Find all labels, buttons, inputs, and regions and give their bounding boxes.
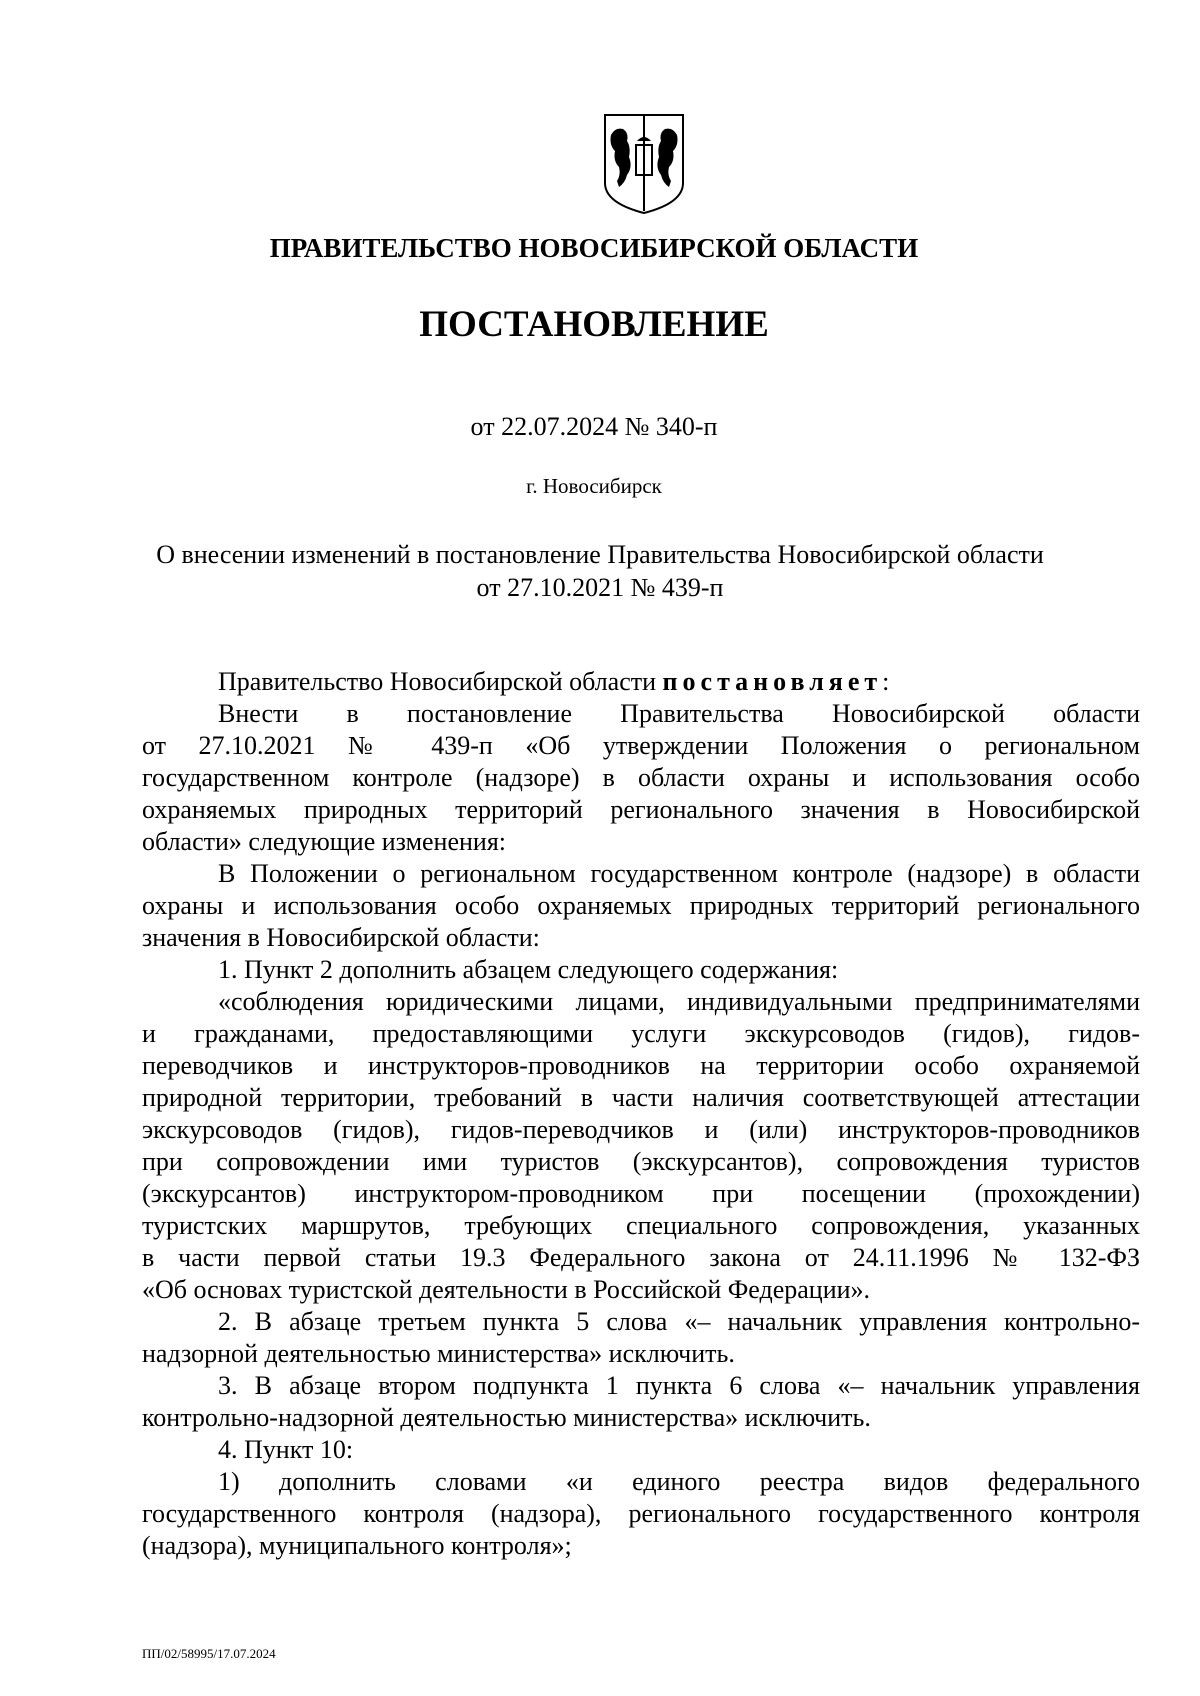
body-line: 3. В абзаце втором подпункта 1 пункта 6 слова «– начальник управления bbox=[218, 1371, 1140, 1400]
body-line: (надзора), муниципального контроля»; bbox=[142, 1531, 572, 1560]
body-line: 1. Пункт 2 дополнить абзацем следующего содержания: bbox=[218, 955, 839, 984]
government-title: ПРАВИТЕЛЬСТВО НОВОСИБИРСКОЙ ОБЛАСТИ bbox=[269, 233, 919, 263]
body-line: туристских маршрутов, требующих специального сопровождения, указанных bbox=[142, 1211, 1140, 1240]
body-line: значения в Новосибирской области: bbox=[142, 923, 540, 952]
preamble-lead: Правительство Новосибирской области bbox=[218, 667, 663, 696]
body-line: (экскурсантов) инструктором-проводником при посещении (прохождении) bbox=[142, 1179, 1140, 1208]
preamble-verb: постановляет bbox=[662, 667, 883, 696]
body-line: 2. В абзаце третьем пункта 5 слова «– начальник управления контрольно- bbox=[218, 1307, 1140, 1336]
body-line: и гражданами, предоставляющими услуги экскурсоводов (гидов), гидов- bbox=[142, 1019, 1140, 1048]
body-line: надзорной деятельностью министерства» исключить. bbox=[142, 1339, 735, 1368]
body-line: от 27.10.2021 № 439-п «Об утверждении Положения о региональном bbox=[142, 731, 1140, 760]
body-line: в части первой статьи 19.3 Федерального закона от 24.11.1996 № 132-ФЗ bbox=[142, 1243, 1140, 1272]
body-line: при сопровождении ими туристов (экскурсантов), сопровождения туристов bbox=[142, 1147, 1140, 1176]
body-line: области» следующие изменения: bbox=[142, 827, 507, 856]
body-line: государственном контроле (надзоре) в области охраны и использования особо bbox=[142, 763, 1140, 792]
body-line: 4. Пункт 10: bbox=[218, 1435, 354, 1464]
body-line: 1) дополнить словами «и единого реестра видов федерального bbox=[218, 1467, 1140, 1496]
preamble-line bbox=[142, 666, 1140, 698]
preamble-colon: : bbox=[882, 667, 890, 696]
body-line: переводчиков и инструкторов-проводников на территории особо охраняемой bbox=[142, 1051, 1140, 1080]
document-date-number: от 22.07.2024 № 340-п bbox=[470, 412, 718, 441]
document-city: г. Новосибирск bbox=[526, 474, 662, 498]
body-line: контрольно-надзорной деятельностью министерства» исключить. bbox=[142, 1403, 871, 1432]
body-line: экскурсоводов (гидов), гидов-переводчиков и (или) инструкторов-проводников bbox=[142, 1115, 1140, 1144]
footer-document-code: ПП/02/58995/17.07.2024 bbox=[142, 1646, 276, 1661]
body-line: государственного контроля (надзора), регионального государственного контроля bbox=[142, 1499, 1140, 1528]
document-body bbox=[142, 666, 1140, 1562]
body-line: В Положении о региональном государственном контроле (надзоре) в области bbox=[218, 859, 1140, 888]
subject-line: от 27.10.2021 № 439-п bbox=[476, 573, 724, 602]
body-line: охраны и использования особо охраняемых природных территорий регионального bbox=[142, 891, 1140, 920]
subject-line: О внесении изменений в постановление Правительства Новосибирской области bbox=[156, 540, 1044, 569]
body-line: охраняемых природных территорий регионального значения в Новосибирской bbox=[142, 795, 1140, 824]
body-line: природной территории, требований в части наличия соответствующей аттестации bbox=[142, 1083, 1140, 1112]
coat-of-arms-icon bbox=[601, 111, 687, 215]
body-line: «соблюдения юридическими лицами, индивидуальными предпринимателями bbox=[218, 987, 1140, 1016]
document-subject bbox=[100, 538, 1100, 604]
body-line: Внести в постановление Правительства Новосибирской области bbox=[218, 699, 1140, 728]
document-type: ПОСТАНОВЛЕНИЕ bbox=[419, 304, 769, 345]
body-line: «Об основах туристской деятельности в Российской Федерации». bbox=[142, 1275, 871, 1304]
